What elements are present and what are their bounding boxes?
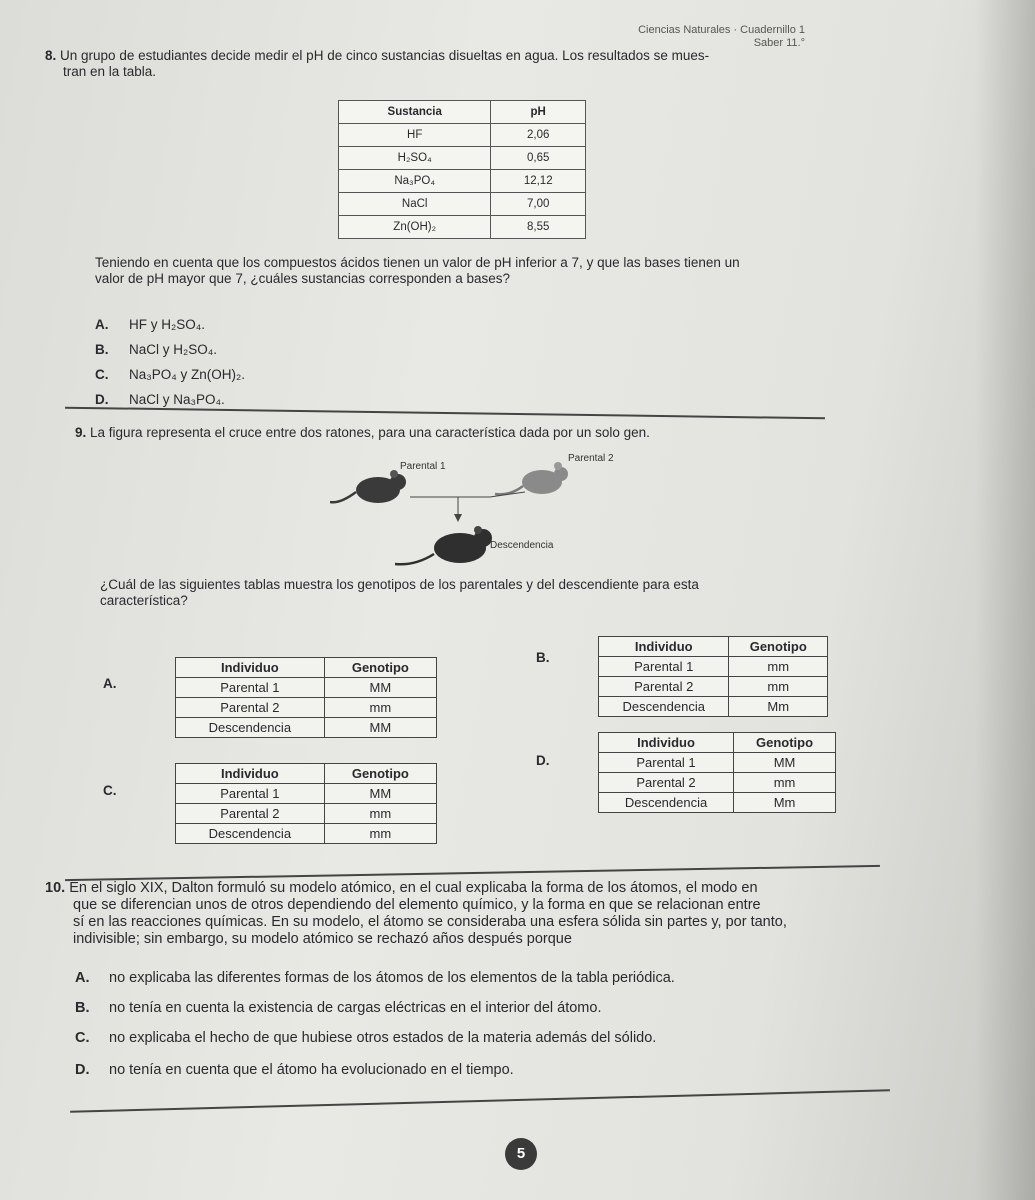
q8-option-b[interactable]: B. NaCl y H₂SO₄. [95,342,218,357]
q10-intro: 10. En el siglo XIX, Dalton formuló su modelo atómico, en el cual explicaba la forma de los átomos, el modo en que se diferencian unos de otros dependiendo del elemento químico, y la forma en que se relacionan entre sí en las reacciones químicas. En su modelo, el átomo se consideraba una esfera sólida sin partes y, por tanto, indivisible; sin embargo, su modelo atómico se rechazó años después porque [45,880,787,947]
table-row: Descendencia Mm [599,697,828,717]
page-shadow [975,0,1035,1200]
q9-option-c-letter[interactable]: C. [103,783,117,798]
table-row: Descendencia mm [176,824,437,844]
q8-ph-table [338,100,586,239]
table-row: Parental 1 MM [176,784,437,804]
table-row: Parental 1 MM [599,753,836,773]
q9-question: ¿Cuál de las siguientes tablas muestra los genotipos de los parentales y del descendiente para esta característica? [100,577,699,608]
q9-option-d-table[interactable]: Individuo Genotipo Parental 1 MM Parental 2 mm Descendencia Mm [598,732,836,813]
table-row: Parental 2 mm [599,677,828,697]
table-row: Descendencia MM [176,718,437,738]
ph-table-header-ph: pH [491,101,586,124]
q8-question: Teniendo en cuenta que los compuestos ácidos tienen un valor de pH inferior a 7, y que las bases tienen un valor de pH mayor que 7, ¿cuáles sustancias corresponden a bases? [95,255,740,286]
divider [65,865,880,881]
q8-option-c[interactable]: C. Na₃PO₄ y Zn(OH)₂. [95,367,246,382]
table-row: Na₃PO₄ 12,12 [339,170,586,193]
table-row: Zn(OH)₂ 8,55 [339,216,586,239]
q8-option-d[interactable]: D. NaCl y Na₃PO₄. [95,392,225,407]
page-number: 5 [505,1138,537,1170]
divider [70,1089,890,1112]
offspring-mouse-icon [395,526,492,564]
q8-intro-line2: tran en la tabla. [63,64,157,79]
q9-intro: 9. La figura representa el cruce entre dos ratones, para una característica dada por un solo gen. [75,425,650,440]
q10-number: 10. [45,880,66,896]
header-level: Saber 11.° [753,37,805,49]
table-row: Parental 1 mm [599,657,828,677]
divider [65,407,825,420]
q9-option-a-letter[interactable]: A. [103,676,117,691]
parental-1-mouse-icon [330,470,406,503]
q9-option-c-table[interactable]: Individuo Genotipo Parental 1 MM Parental 2 mm Descendencia mm [175,763,437,844]
table-row: Parental 2 mm [599,773,836,793]
parental-1-label: Parental 1 [400,461,446,472]
table-row: Parental 2 mm [176,804,437,824]
mouse-cross-diagram [330,452,650,572]
table-row: HF 2,06 [339,124,586,147]
q10-option-c[interactable]: C. no explicaba el hecho de que hubiese otros estados de la materia además del sólido. [75,1030,657,1046]
q8-intro [45,48,795,80]
ph-table-header-substance: Sustancia [339,101,491,124]
parental-2-mouse-icon [495,462,568,494]
q10-option-a[interactable]: A. no explicaba las diferentes formas de los átomos de los elementos de la tabla periódica. [75,970,675,986]
q9-option-b-table[interactable]: Individuo Genotipo Parental 1 mm Parental 2 mm Descendencia Mm [598,636,828,717]
offspring-label: Descendencia [490,540,554,551]
q10-option-b[interactable]: B. no tenía en cuenta la existencia de cargas eléctricas en el interior del átomo. [75,1000,602,1016]
table-row: Parental 2 mm [176,698,437,718]
q9-option-a-table[interactable]: Individuo Genotipo Parental 1 MM Parental 2 mm Descendencia MM [175,657,437,738]
table-row: Parental 1 MM [176,678,437,698]
q9-number: 9. [75,425,87,440]
q10-option-d[interactable]: D. no tenía en cuenta que el átomo ha evolucionado en el tiempo. [75,1062,514,1078]
q9-option-b-letter[interactable]: B. [536,650,550,665]
table-row: NaCl 7,00 [339,193,586,216]
q8-number: 8. [45,48,57,63]
q8-option-a[interactable]: A. HF y H₂SO₄. [95,317,206,332]
header-subject: Ciencias Naturales · Cuadernillo 1 [638,24,805,36]
q8-intro-line1: Un grupo de estudiantes decide medir el pH de cinco sustancias disueltas en agua. Los resultados se mues- [60,48,710,63]
q9-option-d-letter[interactable]: D. [536,753,550,768]
table-row: Descendencia Mm [599,793,836,813]
parental-2-label: Parental 2 [568,453,614,464]
table-row: H₂SO₄ 0,65 [339,147,586,170]
page-header [638,24,805,50]
